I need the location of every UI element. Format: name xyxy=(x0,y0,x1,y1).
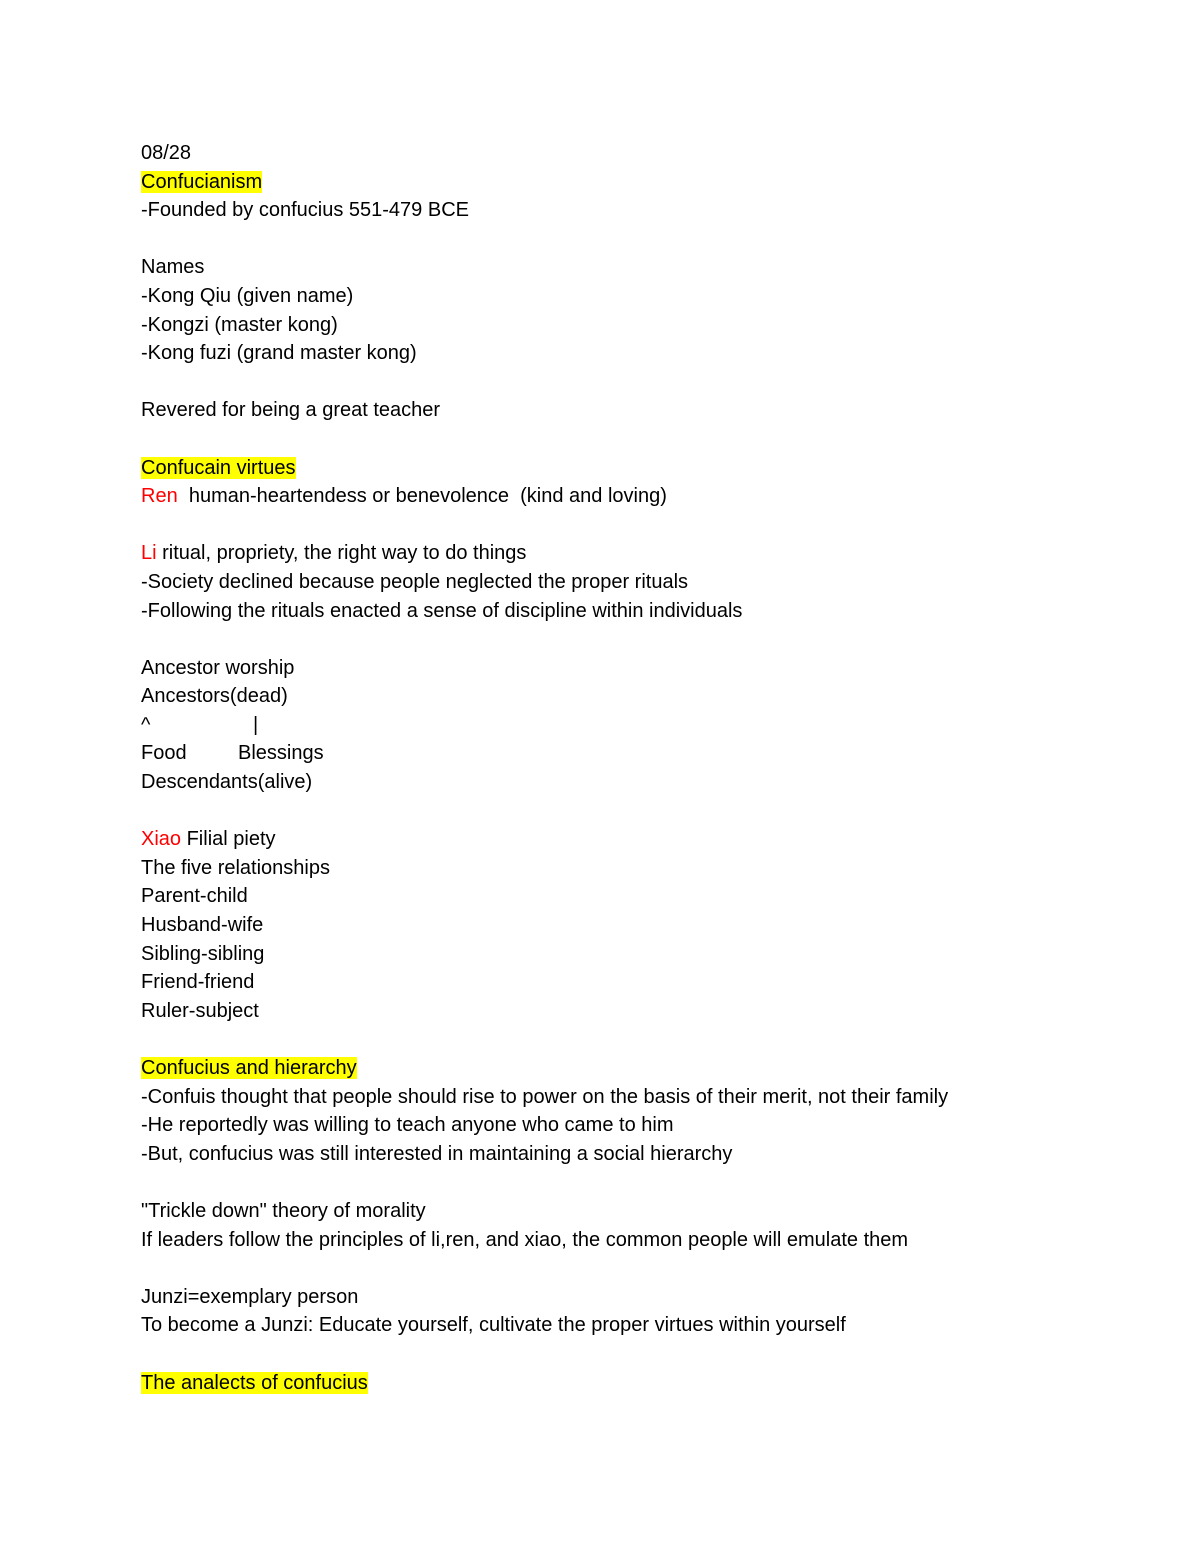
food-blessings-row xyxy=(141,739,1141,768)
junzi-how: To become a Junzi: Educate yourself, cultivate the proper virtues within yourself xyxy=(141,1314,846,1337)
hierarchy-point: -But, confucius was still interested in maintaining a social hierarchy xyxy=(141,1142,733,1165)
arrow-row xyxy=(141,711,1141,740)
li-point: -Following the rituals enacted a sense of discipline within individuals xyxy=(141,599,743,622)
trickle-text: If leaders follow the principles of li,ren, and xiao, the common people will emulate them xyxy=(141,1228,909,1251)
term-li: Li xyxy=(141,542,157,565)
highlighted-heading: Confucius and hierarchy xyxy=(141,1057,357,1079)
name-item: -Kongzi (master kong) xyxy=(141,313,338,336)
blank-line xyxy=(141,225,1141,254)
highlighted-heading: The analects of confucius xyxy=(141,1371,368,1394)
relationships-title: The five relationships xyxy=(141,856,330,879)
name-item: -Kong fuzi (grand master kong) xyxy=(141,342,417,365)
blank-line xyxy=(141,511,1141,540)
relationship-item: Ruler-subject xyxy=(141,999,259,1022)
heading-virtues xyxy=(141,454,1141,483)
junzi-definition: Junzi=exemplary person xyxy=(141,1285,359,1308)
hierarchy-point: -Confuis thought that people should rise to power on the basis of their merit, not their family xyxy=(141,1085,949,1108)
revered-line: Revered for being a great teacher xyxy=(141,399,441,422)
relationship-item: Sibling-sibling xyxy=(141,942,265,965)
heading-confucianism xyxy=(141,168,1141,197)
highlighted-heading: Confucain virtues xyxy=(141,456,296,479)
xiao-definition: Filial piety xyxy=(181,828,276,851)
blank-line xyxy=(141,1340,1141,1369)
founded-line: -Founded by confucius 551-479 BCE xyxy=(141,199,469,222)
relationship-item: Friend-friend xyxy=(141,971,255,994)
arrow-down: | xyxy=(253,713,259,736)
blank-line xyxy=(141,625,1141,654)
xiao-line xyxy=(141,825,1141,854)
term-xiao: Xiao xyxy=(141,828,182,851)
trickle-title: "Trickle down" theory of morality xyxy=(141,1199,426,1222)
ren-definition: human-heartendess or benevolence (kind and loving) xyxy=(177,485,667,508)
arrow-up: ^ xyxy=(141,713,151,736)
ancestor-title: Ancestor worship xyxy=(141,656,295,679)
blessings-label: Blessings xyxy=(238,742,324,765)
relationship-item: Parent-child xyxy=(141,885,248,908)
blank-line xyxy=(141,368,1141,397)
blank-line xyxy=(141,1025,1141,1054)
blank-line xyxy=(141,1168,1141,1197)
date: 08/28 xyxy=(141,142,192,164)
food-label: Food xyxy=(141,742,187,765)
name-item: -Kong Qiu (given name) xyxy=(141,284,354,307)
ren-line xyxy=(141,482,1141,511)
term-ren: Ren xyxy=(141,485,178,508)
descendants-alive: Descendants(alive) xyxy=(141,771,313,794)
li-definition: ritual, propriety, the right way to do things xyxy=(156,542,527,565)
document-page xyxy=(141,139,1141,1397)
blank-line xyxy=(141,797,1141,826)
highlighted-heading: Confucianism xyxy=(141,170,263,193)
heading-analects xyxy=(141,1369,1141,1398)
li-point: -Society declined because people neglected the proper rituals xyxy=(141,570,689,593)
blank-line xyxy=(141,425,1141,454)
heading-hierarchy xyxy=(141,1054,1141,1083)
hierarchy-point: -He reportedly was willing to teach anyone who came to him xyxy=(141,1114,674,1137)
names-title: Names xyxy=(141,256,205,279)
blank-line xyxy=(141,1254,1141,1283)
relationship-item: Husband-wife xyxy=(141,914,264,937)
li-line xyxy=(141,539,1141,568)
ancestors-dead: Ancestors(dead) xyxy=(141,685,288,708)
